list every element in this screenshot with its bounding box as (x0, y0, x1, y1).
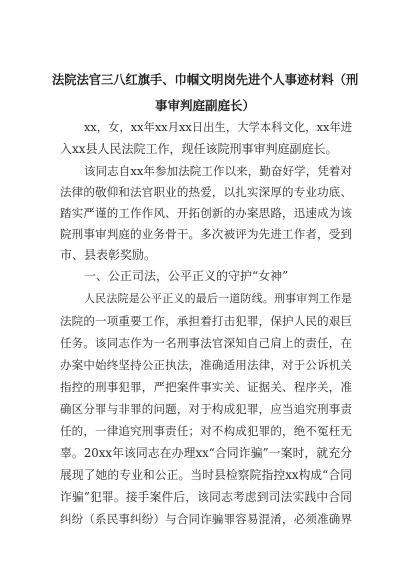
paragraph-2-line-4: 院刑事审判庭的业务骨干。多次被评为先进工作者，受到 (60, 227, 352, 241)
document-title-line-2: 事审判庭副庭长） (154, 98, 255, 113)
paragraph-4-line-10: 诈骗”犯罪。接手案件后，该同志考虑到司法实践中合同 (60, 490, 352, 504)
paragraph-4-line-9: 展现了她的专业和公正。当时县检察院指控xx构成“合同 (60, 468, 352, 482)
paragraph-4-line-8: 辜。20xx年该同志在办理xx“合同诈骗”一案时，就充分 (60, 446, 352, 460)
paragraph-1-line-1: xx，女，xx年xx月xx日出生，大学本科文化，xx年进 (84, 121, 352, 134)
section-heading: 一、公正司法，公平正义的守护“女神” (84, 269, 289, 283)
paragraph-2-line-2: 法律的敬仰和法官职业的热爱，以扎实深厚的专业功底、 (60, 185, 352, 199)
paragraph-4-line-1: 人民法院是公平正义的最后一道防线。刑事审判工作是 (84, 292, 352, 305)
paragraph-4-line-6: 确区分罪与非罪的问题，对于构成犯罪，应当追究刑事责 (60, 402, 352, 416)
paragraph-2-line-1: 该同志自xx年参加法院工作以来，勤奋好学，凭着对 (84, 164, 352, 178)
paragraph-4-line-2: 法院的一项重要工作，承担着打击犯罪，保护人民的艰巨 (60, 314, 352, 328)
paragraph-2-line-5: 市、县表彰奖励。 (60, 248, 157, 262)
paragraph-4-line-7: 任的，一律追究刑事责任；对不构成犯罪的，绝不冤枉无 (60, 424, 352, 438)
paragraph-2-line-3: 踏实严谨的工作作风、开拓创新的办案思路，迅速成为该 (60, 206, 352, 220)
document-title-line-1: 法院法官三八红旗手、巾帼文明岗先进个人事迹材料（刑 (52, 73, 359, 87)
paragraph-4-line-11: 纠纷（系民事纠纷）与合同诈骗罪容易混淆，必须准确界 (60, 512, 352, 526)
paragraph-4-line-3: 任务。该同志作为一名刑事法官深知自己肩上的责任，在 (60, 336, 352, 350)
paragraph-4-line-4: 办案中始终坚持公正执法，准确适用法律，对于公诉机关 (60, 358, 352, 372)
paragraph-4-line-5: 指控的刑事犯罪，严把案件事实关、证据关、程序关，准 (60, 380, 352, 394)
paragraph-1-line-2: 入xx县人民法院工作，现任该院刑事审判庭副庭长。 (60, 142, 338, 156)
